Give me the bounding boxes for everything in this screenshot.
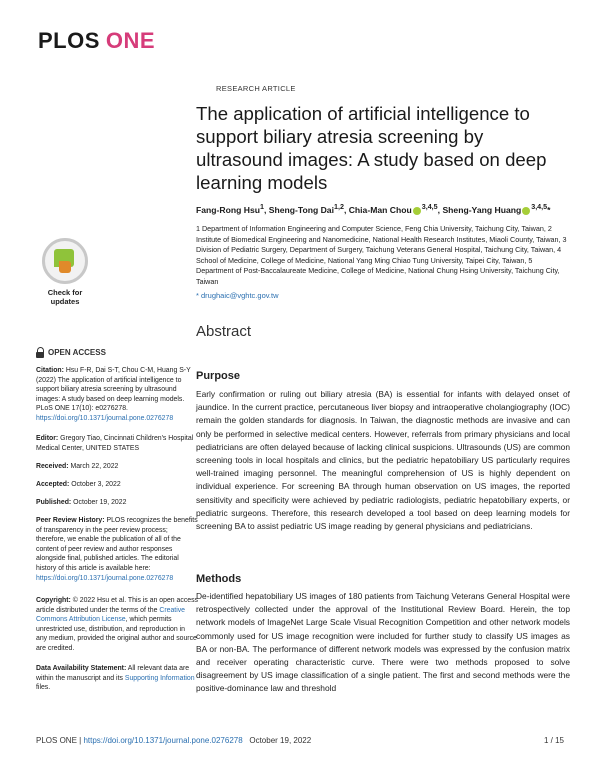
citation-block	[36, 366, 198, 424]
editor-block	[36, 434, 198, 453]
author-affil-sup: 3,4,5	[421, 203, 438, 211]
received-label: Received:	[36, 463, 69, 470]
received-block	[36, 462, 198, 472]
author-name: Sheng-Yang Huang	[442, 204, 522, 215]
author-name: Fang-Rong Hsu	[196, 204, 260, 215]
corresponding-email-link[interactable]: * drughaic@vghtc.gov.tw	[196, 291, 279, 300]
peer-review-label: Peer Review History:	[36, 517, 105, 524]
author-affil-sup: 3,4,5	[531, 203, 548, 211]
purpose-heading: Purpose	[196, 370, 241, 382]
purpose-paragraph: Early confirmation or ruling out biliary atresia (BA) is essential for infants with delayed onset of jaundice. In the current practice, percutaneous liver biopsy and intraoperative cholangiography (IOC) remain the golden standards for diagnosis. In Taiwan, the diagnostic methods are invasive and can only be performed in selective medical centers. However, referrals from primary physicians and local pediatricians are often delayed because of lacking clinical suspicions. Ultrasounds (US) are common screening tools in local hospitals and clinics, but the pediatric hepatobiliary US particularly requires well-trained imaging personnel. The meaningful comprehension of US is highly dependent on individual experience. For screening BA through human observation on US images, the reported sensitivity and specificity were achieved by pediatric radiologists, pediatric hepatobiliary experts, or pediatric surgeons. Therefore, this research developed a tool based on deep learning models for screening BA to assist pediatric US image reading by general physicians and pediatricians.	[196, 389, 570, 532]
footer-separator: |	[76, 736, 84, 745]
peer-review-text: PLOS recognizes the benefits of transparency in the peer review process; therefore, we enable the publication of all of the content of peer review and author responses alongside final, published articles. The editorial history of this article is available here:	[36, 517, 198, 572]
open-lock-icon	[36, 347, 44, 357]
open-access-label: OPEN ACCESS	[48, 347, 106, 357]
data-availability-text-end: files.	[36, 684, 51, 692]
citation-label: Citation:	[36, 367, 64, 374]
page-footer	[36, 736, 564, 745]
logo-plos-text: PLOS	[38, 28, 100, 53]
check-updates-label: Check for updates	[47, 288, 83, 306]
methods-paragraph: De-identified hepatobiliary US images of 180 patients from Taichung Veterans General Hospital were retrospectively collected under the approval of the Institutional Review Board. Herein, the top network models of ImageNet Large Scale Visual Recognition Competition and other network models commonly used for US image recognition were included for further study to classify US images as BA or non-BA. The performance of different network models was expressed by the confusion matrix and receiver operating characteristic curve. There were two methods proposed to solve disagreement by US image classification of a single patient. The first and second methods were the positive-dominance law and threshold	[196, 591, 570, 694]
check-for-updates-badge[interactable]	[36, 238, 94, 306]
license-link[interactable]: Creative Commons Attribution License	[36, 606, 186, 624]
article-title: The application of artificial intelligence to support biliary atresia screening by ultrasound images: A study based on deep learning models	[196, 103, 547, 193]
logo-one-text: ONE	[105, 28, 156, 53]
peer-review-block	[36, 516, 198, 583]
published-label: Published:	[36, 499, 72, 506]
data-availability-text: All relevant data are within the manuscript and its	[36, 665, 190, 682]
orcid-icon[interactable]	[413, 207, 421, 215]
published-date: October 19, 2022	[73, 499, 127, 506]
citation-text: Hsu F-R, Dai S-T, Chou C-M, Huang S-Y (2022) The application of artificial intelligence to support biliary atresia screening by ultrasound images: A study based on deep learning models. PLoS ONE 17(10): e0276278.	[36, 367, 191, 413]
copyright-label: Copyright:	[36, 597, 71, 604]
author-name: Chia-Man Chou	[348, 204, 412, 215]
methods-heading: Methods	[196, 573, 242, 585]
author-list: Fang-Rong Hsu$^1$, Sheng-Tong Dai$^{1,2}$, Chia-Man Chou $^{3,4,5}$, Sheng-Yang Huang $^{3,4,5}$*	[196, 203, 551, 215]
journal-logo[interactable]	[38, 28, 155, 54]
corresponding-star: *	[547, 204, 551, 215]
author-name: Sheng-Tong Dai	[268, 204, 334, 215]
published-block	[36, 498, 198, 508]
accepted-date: October 3, 2022	[71, 481, 121, 488]
received-date: March 22, 2022	[70, 463, 119, 470]
footer-doi-link[interactable]: https://doi.org/10.1371/journal.pone.0276278	[83, 736, 243, 745]
article-type: RESEARCH ARTICLE	[216, 84, 296, 93]
affiliations: 1 Department of Information Engineering and Computer Science, Feng Chia University, Taichung City, Taiwan, 2 Institute of Biomedical Engineering and Nanomedicine, National Health Research Institutes, Miaoli County, Taiwan, 3 Division of Pediatric Surgery, Department of Surgery, Taichung Veterans General Hospital, Taichung City, Taiwan, 4 School of Medicine, College of Medicine, National Yang Ming Chiao Tung University, Taipei City, Taiwan, 5 Department of Post-Baccalaureate Medicine, College of Medicine, National Chung Hsing University, Taichung City, Taiwan	[196, 224, 567, 286]
footer-date: October 19, 2022	[249, 736, 312, 745]
copyright-text-end: , which permits unrestricted use, distribution, and reproduction in any medium, provided the original author and source are credited.	[36, 616, 197, 652]
author-affil-sup: 1	[259, 203, 264, 211]
copyright-block	[36, 596, 198, 654]
data-availability-label: Data Availability Statement:	[36, 665, 127, 672]
editor-text: Gregory Tiao, Cincinnati Children's Hospital Medical Center, UNITED STATES	[36, 435, 194, 452]
page-number: 1 / 15	[543, 736, 564, 745]
supporting-info-link[interactable]: Supporting Information	[124, 674, 195, 682]
editor-label: Editor:	[36, 435, 59, 442]
check-updates-icon	[42, 238, 88, 284]
accepted-label: Accepted:	[36, 481, 70, 488]
open-access-indicator	[36, 347, 106, 357]
citation-doi-link[interactable]: https://doi.org/10.1371/journal.pone.0276278	[36, 414, 174, 422]
footer-journal: PLOS ONE	[36, 736, 77, 745]
abstract-heading: Abstract	[196, 323, 252, 340]
copyright-text: © 2022 Hsu et al. This is an open access article distributed under the terms of the	[36, 597, 198, 614]
author-affil-sup: 1,2	[333, 203, 344, 211]
peer-review-link[interactable]: https://doi.org/10.1371/journal.pone.0276278	[36, 574, 174, 582]
accepted-block	[36, 480, 198, 490]
orcid-icon[interactable]	[522, 207, 530, 215]
data-availability-block	[36, 664, 198, 693]
